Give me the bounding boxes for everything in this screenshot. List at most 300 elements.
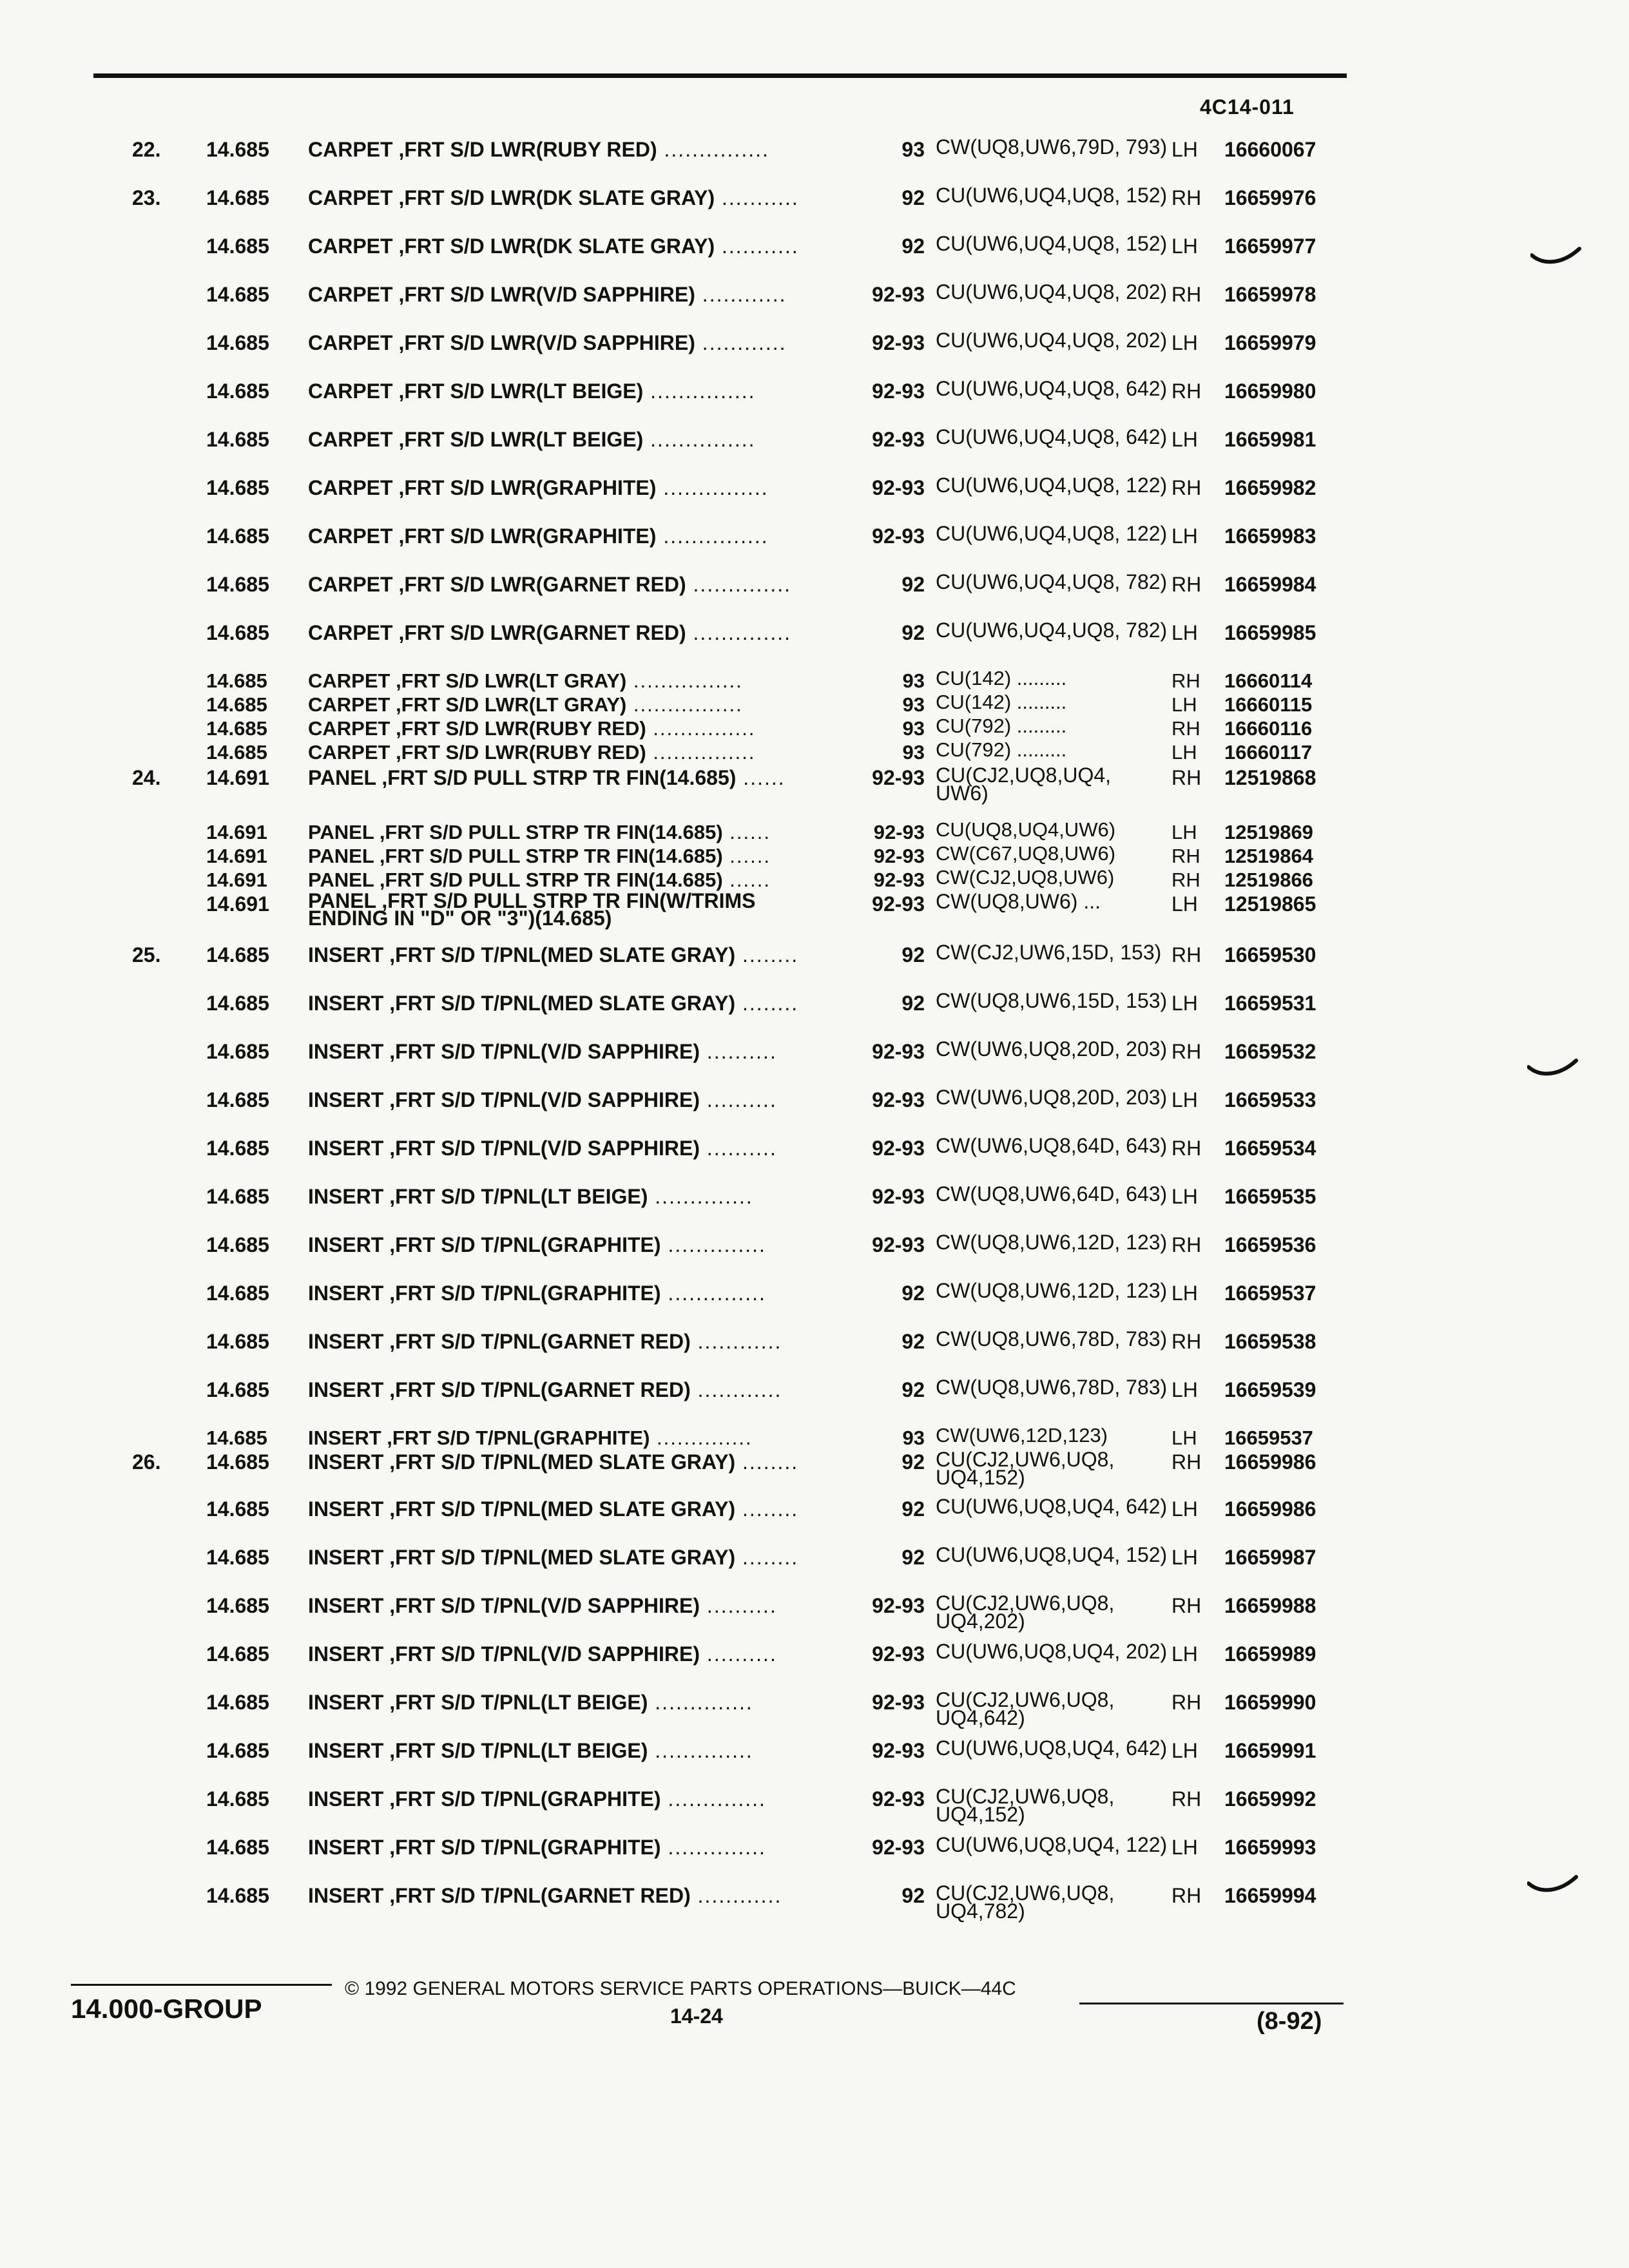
part-number: 16659533 — [1224, 1088, 1316, 1111]
part-description: CARPET ,FRT S/D LWR(DK SLATE GRAY) ........... — [308, 186, 799, 209]
part-description: CARPET ,FRT S/D LWR(V/D SAPPHIRE) ............ — [308, 283, 787, 306]
model-years: 92 — [901, 1378, 925, 1401]
group-number: 14.691 — [206, 892, 269, 916]
group-number: 14.685 — [206, 186, 269, 209]
model-years: 93 — [902, 717, 925, 740]
part-number: 16659977 — [1224, 235, 1316, 258]
group-number: 14.685 — [206, 380, 269, 403]
option-codes: CU(UW6,UQ4,UQ8, 152) — [936, 232, 1168, 255]
table-row — [0, 1279, 1629, 1327]
group-number: 14.691 — [206, 869, 267, 891]
model-years: 92-93 — [872, 1185, 925, 1208]
side: RH — [1171, 1233, 1202, 1256]
side: LH — [1171, 693, 1197, 716]
copyright: © 1992 GENERAL MOTORS SERVICE PARTS OPERATIONS—BUICK—44C — [345, 1978, 1016, 1999]
part-number: 16659538 — [1224, 1330, 1316, 1353]
side: LH — [1171, 235, 1198, 258]
part-number: 16659537 — [1224, 1427, 1313, 1449]
leader-dots: .............. — [648, 1739, 753, 1762]
table-row — [0, 1327, 1629, 1375]
part-description: INSERT ,FRT S/D T/PNL(LT BEIGE) .............. — [308, 1185, 753, 1208]
option-codes: CU(CJ2,UQ8,UQ4, UW6) — [936, 764, 1112, 805]
option-codes: CW(UQ8,UW6,15D, 153) — [936, 989, 1168, 1012]
model-years: 92-93 — [872, 1739, 925, 1762]
table-row — [0, 1497, 1629, 1542]
table-row — [0, 989, 1629, 1037]
table-row — [0, 1881, 1629, 1929]
group-number: 14.685 — [206, 235, 269, 258]
part-number: 16659991 — [1224, 1739, 1316, 1762]
side: LH — [1171, 1642, 1198, 1666]
part-number: 12519865 — [1224, 892, 1316, 916]
part-number: 12519868 — [1224, 766, 1316, 789]
model-years: 92-93 — [872, 283, 925, 306]
model-years: 92 — [901, 943, 925, 966]
group-number: 14.685 — [206, 138, 269, 161]
table-row — [0, 1787, 1629, 1832]
part-description: CARPET ,FRT S/D LWR(RUBY RED) ............... — [308, 138, 769, 161]
group-number: 14.685 — [206, 943, 269, 966]
side: RH — [1171, 1594, 1202, 1617]
model-years: 93 — [902, 741, 925, 764]
part-description: INSERT ,FRT S/D T/PNL(LT BEIGE) .............. — [308, 1739, 753, 1762]
option-codes: CU(UW6,UQ8,UQ4, 642) — [936, 1495, 1168, 1518]
part-number: 16659983 — [1224, 524, 1316, 548]
part-number: 16659537 — [1224, 1282, 1316, 1305]
model-years: 92 — [901, 1546, 925, 1569]
check-mark-icon — [1527, 1055, 1579, 1081]
side: RH — [1171, 1787, 1202, 1811]
leader-dots: .............. — [648, 1691, 753, 1714]
group-number: 14.685 — [206, 1546, 269, 1569]
group-number: 14.685 — [206, 1040, 269, 1063]
leader-dots: ........... — [715, 186, 799, 209]
model-years: 92 — [901, 1497, 925, 1521]
group-number: 14.685 — [206, 1282, 269, 1305]
model-years: 92-93 — [872, 1040, 925, 1063]
table-row — [0, 1591, 1629, 1639]
group-number: 14.685 — [206, 717, 267, 740]
leader-dots: .............. — [648, 1185, 753, 1208]
model-years: 92-93 — [872, 1137, 925, 1160]
side: RH — [1171, 1330, 1202, 1353]
group-label: 14.000-GROUP — [71, 1994, 262, 2024]
leader-dots: .............. — [660, 1282, 766, 1305]
option-codes: CU(CJ2,UW6,UQ8, UQ4,152) — [936, 1785, 1115, 1826]
part-description: INSERT ,FRT S/D T/PNL(GARNET RED) ............ — [308, 1884, 782, 1907]
leader-dots: .............. — [660, 1233, 766, 1256]
side: LH — [1171, 1185, 1198, 1208]
option-codes: CU(UW6,UQ8,UQ4, 202) — [936, 1640, 1168, 1663]
option-codes: CU(UW6,UQ4,UQ8, 122) — [936, 474, 1168, 497]
table-row — [0, 1543, 1629, 1591]
group-number: 14.685 — [206, 1450, 269, 1474]
side: LH — [1171, 1497, 1198, 1521]
leader-dots: .......... — [700, 1040, 777, 1063]
side: LH — [1171, 621, 1198, 644]
option-codes: CU(UW6,UQ8,UQ4, 122) — [936, 1833, 1168, 1856]
part-number: 16659990 — [1224, 1691, 1316, 1714]
side: RH — [1171, 380, 1202, 403]
part-number: 16659985 — [1224, 621, 1316, 644]
table-row — [0, 377, 1629, 425]
option-codes: CU(792) ......... — [936, 738, 1067, 761]
option-codes: CW(UW6,12D,123) — [936, 1424, 1108, 1446]
page-code: 4C14-011 — [1200, 95, 1295, 119]
group-number: 14.685 — [206, 1185, 269, 1208]
leader-dots: ........ — [735, 992, 799, 1015]
side: LH — [1171, 992, 1198, 1015]
table-row — [0, 766, 1629, 811]
group-number: 14.685 — [206, 1088, 269, 1111]
part-number: 12519866 — [1224, 869, 1313, 891]
table-row — [0, 943, 1629, 988]
side: LH — [1171, 1427, 1197, 1449]
leader-dots: ...... — [736, 766, 786, 789]
part-description: INSERT ,FRT S/D T/PNL(GRAPHITE) .............. — [308, 1836, 766, 1859]
model-years: 92-93 — [873, 821, 925, 843]
part-number: 16659987 — [1224, 1546, 1316, 1569]
leader-dots: ............... — [646, 717, 756, 740]
group-number: 14.685 — [206, 1642, 269, 1666]
group-number: 14.691 — [206, 821, 267, 843]
part-description: INSERT ,FRT S/D T/PNL(V/D SAPPHIRE) .......... — [308, 1642, 777, 1666]
model-years: 92-93 — [872, 380, 925, 403]
model-years: 92-93 — [872, 1787, 925, 1811]
option-codes: CW(CJ2,UQ8,UW6) — [936, 866, 1115, 889]
side: RH — [1171, 717, 1200, 740]
reference-number: 26. — [132, 1450, 161, 1474]
part-number: 16659993 — [1224, 1836, 1316, 1859]
leader-dots: ........ — [735, 1497, 799, 1521]
option-codes: CU(CJ2,UW6,UQ8, UQ4,642) — [936, 1688, 1115, 1729]
group-number: 14.685 — [206, 524, 269, 548]
part-number: 16659531 — [1224, 992, 1316, 1015]
leader-dots: .............. — [650, 1427, 753, 1449]
leader-dots: ............... — [646, 741, 756, 764]
table-row — [0, 186, 1629, 231]
part-description: INSERT ,FRT S/D T/PNL(LT BEIGE) .............. — [308, 1691, 753, 1714]
leader-dots: ............ — [695, 283, 787, 306]
part-description: PANEL ,FRT S/D PULL STRP TR FIN(14.685) ...... — [308, 869, 771, 891]
model-years: 93 — [902, 693, 925, 716]
leader-dots: ........ — [735, 1546, 799, 1569]
part-description: INSERT ,FRT S/D T/PNL(MED SLATE GRAY) ........ — [308, 992, 799, 1015]
model-years: 92-93 — [872, 892, 925, 916]
leader-dots: .............. — [686, 621, 791, 644]
leader-dots: ................ — [626, 669, 743, 692]
group-number: 14.685 — [206, 1378, 269, 1401]
model-years: 92-93 — [872, 1594, 925, 1617]
model-years: 92-93 — [873, 869, 925, 891]
table-row — [0, 476, 1629, 521]
side: LH — [1171, 1378, 1198, 1401]
leader-dots: ............... — [657, 138, 769, 161]
side: LH — [1171, 1282, 1198, 1305]
model-years: 93 — [902, 669, 925, 692]
group-number: 14.685 — [206, 693, 267, 716]
reference-number: 25. — [132, 943, 161, 966]
leader-dots: .............. — [660, 1836, 766, 1859]
table-row — [0, 621, 1629, 666]
part-description: CARPET ,FRT S/D LWR(GARNET RED) .............. — [308, 573, 791, 596]
model-years: 92-93 — [872, 428, 925, 451]
option-codes: CU(UW6,UQ4,UQ8, 202) — [936, 280, 1168, 303]
part-number: 16659989 — [1224, 1642, 1316, 1666]
part-number: 16659979 — [1224, 331, 1316, 354]
model-years: 92 — [901, 235, 925, 258]
model-years: 92-93 — [873, 845, 925, 867]
part-description: CARPET ,FRT S/D LWR(V/D SAPPHIRE) ............ — [308, 331, 787, 354]
group-number: 14.685 — [206, 331, 269, 354]
option-codes: CW(UQ8,UW6) ... — [936, 890, 1101, 913]
leader-dots: .............. — [660, 1787, 766, 1811]
part-description: PANEL ,FRT S/D PULL STRP TR FIN(14.685) ...... — [308, 766, 786, 789]
part-description: INSERT ,FRT S/D T/PNL(MED SLATE GRAY) ........ — [308, 1497, 799, 1521]
side: LH — [1171, 821, 1197, 843]
side: LH — [1171, 1739, 1198, 1762]
part-number: 16660114 — [1224, 669, 1313, 692]
side: LH — [1171, 524, 1198, 548]
part-description: INSERT ,FRT S/D T/PNL(GRAPHITE) .............. — [308, 1282, 766, 1305]
table-row — [0, 1182, 1629, 1230]
part-number: 16659994 — [1224, 1884, 1316, 1907]
part-description: CARPET ,FRT S/D LWR(LT GRAY) ................ — [308, 693, 743, 716]
part-number: 16659976 — [1224, 186, 1316, 209]
part-number: 16660115 — [1224, 693, 1313, 716]
table-row — [0, 425, 1629, 473]
option-codes: CU(UW6,UQ4,UQ8, 122) — [936, 522, 1168, 545]
group-number: 14.685 — [206, 1787, 269, 1811]
leader-dots: .......... — [700, 1642, 777, 1666]
group-number: 14.685 — [206, 741, 267, 764]
leader-dots: ............... — [656, 524, 769, 548]
part-description: INSERT ,FRT S/D T/PNL(V/D SAPPHIRE) .......... — [308, 1594, 777, 1617]
option-codes: CU(UW6,UQ4,UQ8, 642) — [936, 377, 1168, 400]
side: RH — [1171, 943, 1202, 966]
part-description: CARPET ,FRT S/D LWR(RUBY RED) ............... — [308, 741, 756, 764]
part-description: CARPET ,FRT S/D LWR(GARNET RED) .............. — [308, 621, 791, 644]
part-description: INSERT ,FRT S/D T/PNL(GRAPHITE) .............. — [308, 1233, 766, 1256]
table-row — [0, 1736, 1629, 1784]
side: RH — [1171, 1137, 1202, 1160]
part-number: 16659988 — [1224, 1594, 1316, 1617]
leader-dots: ............... — [656, 476, 769, 499]
leader-dots: ............... — [643, 380, 756, 403]
part-description: INSERT ,FRT S/D T/PNL(GRAPHITE) .............. — [308, 1427, 753, 1449]
side: RH — [1171, 573, 1202, 596]
part-description: PANEL ,FRT S/D PULL STRP TR FIN(14.685) ...... — [308, 845, 771, 867]
group-number: 14.685 — [206, 669, 267, 692]
side: RH — [1171, 476, 1202, 499]
part-number: 16659534 — [1224, 1137, 1316, 1160]
group-number: 14.685 — [206, 1836, 269, 1859]
side: LH — [1171, 892, 1198, 916]
model-years: 92-93 — [872, 524, 925, 548]
page-number: 14-24 — [670, 2004, 723, 2028]
footer-rule-left — [71, 1984, 332, 1986]
side: LH — [1171, 1088, 1198, 1111]
option-codes: CU(CJ2,UW6,UQ8, UQ4,152) — [936, 1448, 1115, 1489]
table-row — [0, 135, 1629, 183]
option-codes: CU(UW6,UQ8,UQ4, 642) — [936, 1736, 1168, 1760]
leader-dots: .............. — [686, 573, 791, 596]
part-description: INSERT ,FRT S/D T/PNL(V/D SAPPHIRE) .......... — [308, 1088, 777, 1111]
table-row — [0, 280, 1629, 328]
option-codes: CU(142) ......... — [936, 667, 1067, 689]
group-number: 14.685 — [206, 1497, 269, 1521]
leader-dots: .......... — [700, 1594, 777, 1617]
part-number: 16659530 — [1224, 943, 1316, 966]
part-number: 16659986 — [1224, 1450, 1316, 1474]
table-row — [0, 1450, 1629, 1495]
option-codes: CW(UQ8,UW6,12D, 123) — [936, 1231, 1168, 1254]
side: LH — [1171, 741, 1197, 764]
part-description: INSERT ,FRT S/D T/PNL(V/D SAPPHIRE) .......... — [308, 1137, 777, 1160]
leader-dots: ............ — [695, 331, 787, 354]
revision-date: (8-92) — [1257, 2008, 1322, 2035]
part-description: PANEL ,FRT S/D PULL STRP TR FIN(14.685) ...... — [308, 821, 771, 843]
side: RH — [1171, 1884, 1202, 1907]
side: RH — [1171, 1691, 1202, 1714]
top-rule — [93, 73, 1347, 78]
leader-dots: ............ — [690, 1378, 782, 1401]
option-codes: CU(CJ2,UW6,UQ8, UQ4,202) — [936, 1591, 1115, 1633]
leader-dots: .......... — [700, 1137, 777, 1160]
model-years: 92 — [901, 186, 925, 209]
part-number: 16659539 — [1224, 1378, 1316, 1401]
table-row — [0, 1688, 1629, 1736]
model-years: 92-93 — [872, 1233, 925, 1256]
option-codes: CW(UQ8,UW6,64D, 643) — [936, 1182, 1168, 1206]
group-number: 14.685 — [206, 573, 269, 596]
part-number: 16659981 — [1224, 428, 1316, 451]
option-codes: CW(UW6,UQ8,64D, 643) — [936, 1134, 1168, 1157]
table-row — [0, 1037, 1629, 1085]
option-codes: CU(UW6,UQ8,UQ4, 152) — [936, 1543, 1168, 1566]
part-description: CARPET ,FRT S/D LWR(LT BEIGE) ............... — [308, 380, 756, 403]
group-number: 14.685 — [206, 1137, 269, 1160]
group-number: 14.685 — [206, 1594, 269, 1617]
option-codes: CW(UW6,UQ8,20D, 203) — [936, 1086, 1168, 1109]
group-number: 14.685 — [206, 621, 269, 644]
option-codes: CU(792) ......... — [936, 715, 1067, 737]
model-years: 93 — [902, 1427, 925, 1449]
side: LH — [1171, 428, 1198, 451]
part-description: INSERT ,FRT S/D T/PNL(MED SLATE GRAY) ........ — [308, 943, 799, 966]
side: RH — [1171, 1040, 1202, 1063]
model-years: 92-93 — [872, 476, 925, 499]
option-codes: CU(CJ2,UW6,UQ8, UQ4,782) — [936, 1881, 1115, 1923]
option-codes: CU(UQ8,UQ4,UW6) — [936, 818, 1116, 841]
group-number: 14.691 — [206, 845, 267, 867]
table-row — [0, 1134, 1629, 1182]
side: LH — [1171, 1546, 1198, 1569]
option-codes: CW(UW6,UQ8,20D, 203) — [936, 1037, 1168, 1061]
group-number: 14.685 — [206, 1427, 267, 1449]
side: RH — [1171, 669, 1200, 692]
model-years: 92 — [901, 621, 925, 644]
leader-dots: ............ — [690, 1884, 782, 1907]
model-years: 92 — [901, 1330, 925, 1353]
side: LH — [1171, 1836, 1198, 1859]
table-row — [0, 1642, 1629, 1687]
option-codes: CW(CJ2,UW6,15D, 153) — [936, 941, 1162, 964]
side: RH — [1171, 766, 1202, 789]
model-years: 92-93 — [872, 766, 925, 789]
side: RH — [1171, 869, 1200, 891]
part-number: 16659992 — [1224, 1787, 1316, 1811]
reference-number: 22. — [132, 138, 161, 161]
group-number: 14.685 — [206, 1739, 269, 1762]
part-number: 16660117 — [1224, 741, 1313, 764]
side: LH — [1171, 138, 1198, 161]
reference-number: 23. — [132, 186, 161, 209]
option-codes: CW(UQ8,UW6,12D, 123) — [936, 1279, 1168, 1302]
part-number: 16659984 — [1224, 573, 1316, 596]
part-description: INSERT ,FRT S/D T/PNL(GARNET RED) ............ — [308, 1330, 782, 1353]
leader-dots: ........ — [735, 943, 799, 966]
table-row — [0, 524, 1629, 570]
part-description: CARPET ,FRT S/D LWR(RUBY RED) ............... — [308, 717, 756, 740]
table-row — [0, 331, 1629, 376]
leader-dots: ................ — [626, 693, 743, 716]
group-number: 14.685 — [206, 992, 269, 1015]
footer-rule-right — [1079, 2003, 1344, 2004]
table-row — [0, 1088, 1629, 1133]
group-number: 14.685 — [206, 428, 269, 451]
leader-dots: ........ — [735, 1450, 799, 1474]
part-number: 12519864 — [1224, 845, 1313, 867]
table-row — [0, 570, 1629, 618]
part-number: 16659980 — [1224, 380, 1316, 403]
model-years: 93 — [901, 138, 925, 161]
part-description: CARPET ,FRT S/D LWR(DK SLATE GRAY) ........... — [308, 235, 799, 258]
table-row — [0, 1378, 1629, 1423]
group-number: 14.685 — [206, 283, 269, 306]
part-description: CARPET ,FRT S/D LWR(LT GRAY) ................ — [308, 669, 743, 692]
option-codes: CU(142) ......... — [936, 691, 1067, 713]
option-codes: CU(UW6,UQ4,UQ8, 202) — [936, 329, 1168, 352]
part-number: 12519869 — [1224, 821, 1313, 843]
option-codes: CU(UW6,UQ4,UQ8, 152) — [936, 184, 1168, 207]
table-row — [0, 1233, 1629, 1278]
part-description: INSERT ,FRT S/D T/PNL(GRAPHITE) .............. — [308, 1787, 766, 1811]
option-codes: CU(UW6,UQ4,UQ8, 642) — [936, 425, 1168, 448]
model-years: 92 — [901, 992, 925, 1015]
part-description: CARPET ,FRT S/D LWR(GRAPHITE) ............... — [308, 524, 769, 548]
model-years: 92-93 — [872, 1642, 925, 1666]
check-mark-icon — [1530, 244, 1582, 269]
part-number: 16659986 — [1224, 1497, 1316, 1521]
model-years: 92 — [901, 573, 925, 596]
reference-number: 24. — [132, 766, 161, 789]
part-number: 16659535 — [1224, 1185, 1316, 1208]
leader-dots: ........... — [715, 235, 799, 258]
group-number: 14.685 — [206, 1691, 269, 1714]
option-codes: CW(UQ8,UW6,78D, 783) — [936, 1376, 1168, 1399]
side: RH — [1171, 186, 1202, 209]
option-codes: CU(UW6,UQ4,UQ8, 782) — [936, 570, 1168, 593]
part-description: INSERT ,FRT S/D T/PNL(V/D SAPPHIRE) .......... — [308, 1040, 777, 1063]
side: RH — [1171, 845, 1200, 867]
part-number: 16659978 — [1224, 283, 1316, 306]
part-description: INSERT ,FRT S/D T/PNL(GARNET RED) ............ — [308, 1378, 782, 1401]
group-number: 14.691 — [206, 766, 269, 789]
table-row — [0, 889, 1629, 937]
leader-dots: ...... — [722, 869, 771, 891]
model-years: 92 — [901, 1884, 925, 1907]
